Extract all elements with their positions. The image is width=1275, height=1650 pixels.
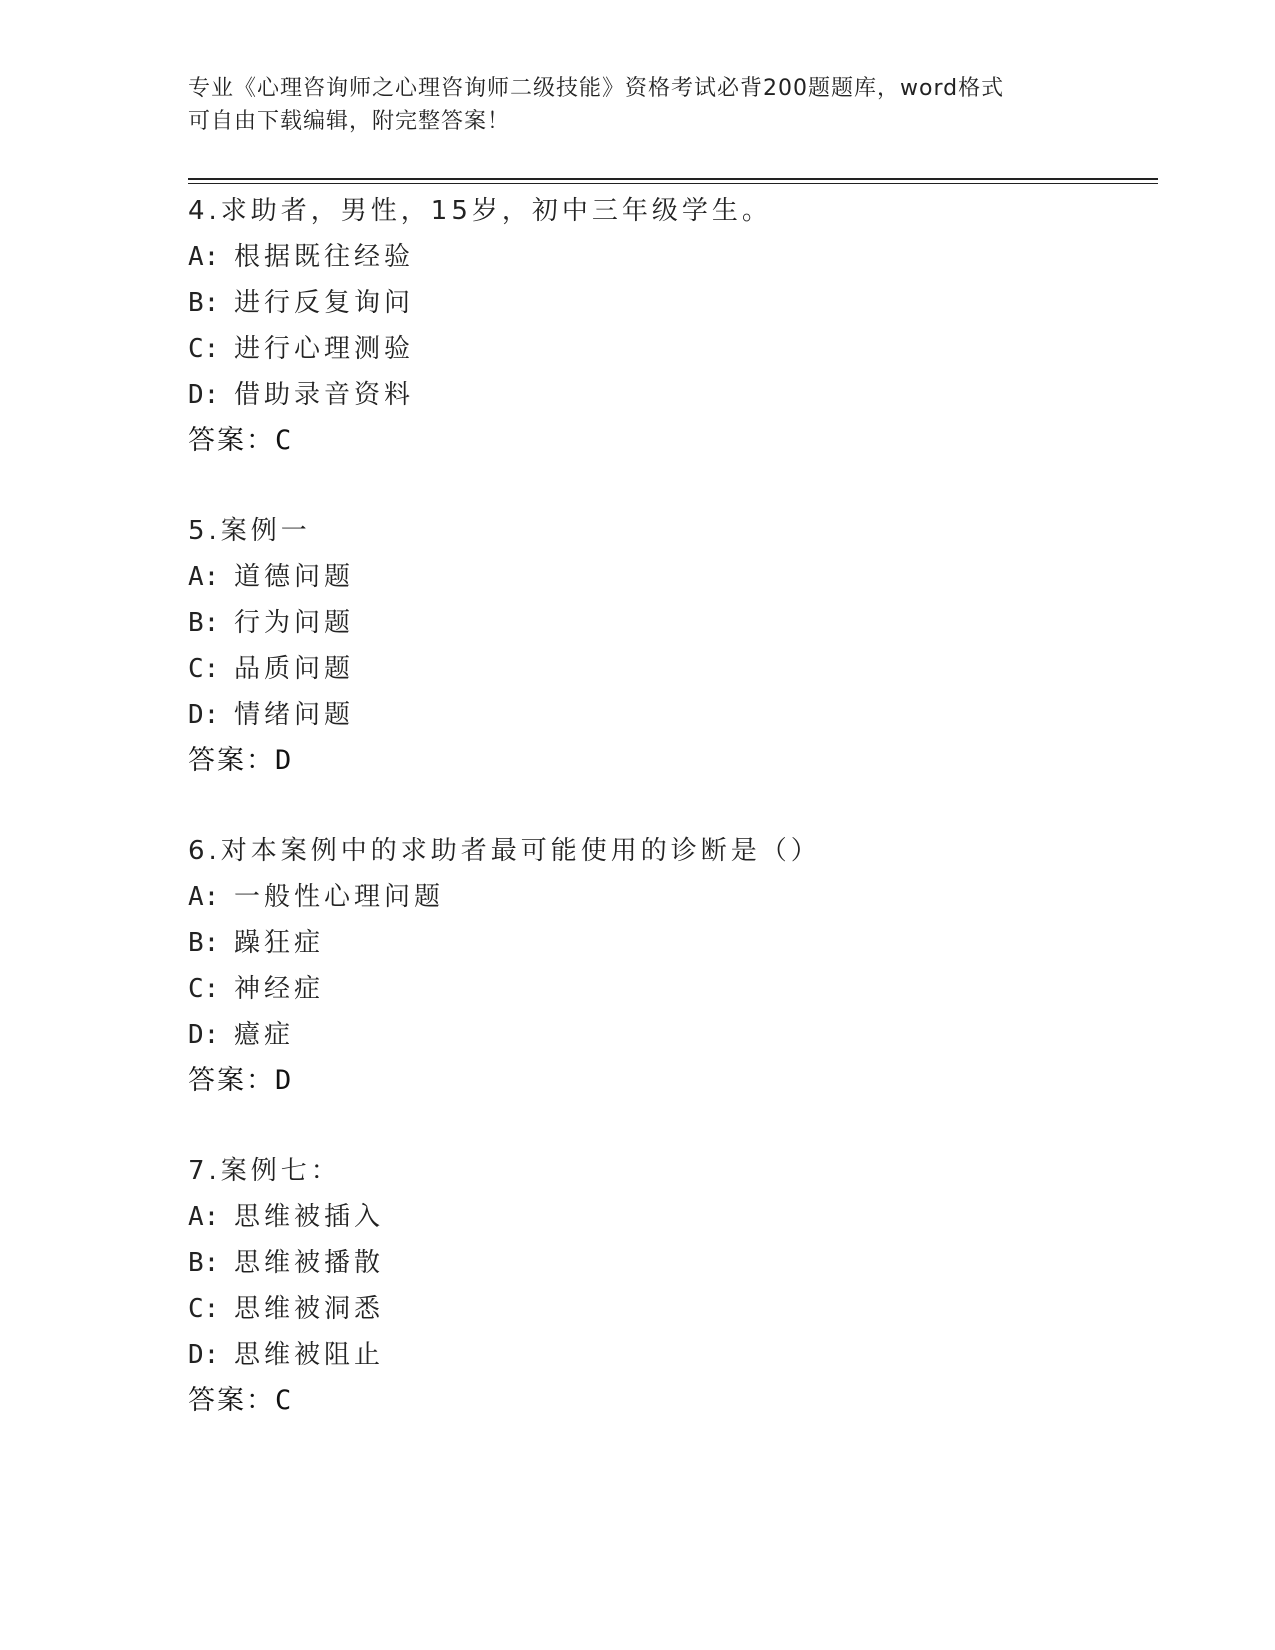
question-block	[188, 828, 1138, 1104]
option-letter: C:	[188, 334, 220, 364]
option-c	[188, 966, 1138, 1012]
option-letter: D:	[188, 1340, 220, 1370]
option-b	[188, 920, 1138, 966]
option-letter: A:	[188, 562, 220, 592]
option-text: 思维被阻止	[234, 1340, 385, 1370]
option-a	[188, 554, 1138, 600]
option-letter: C:	[188, 974, 220, 1004]
option-text: 进行反复询问	[234, 288, 415, 318]
header-divider-thick	[188, 178, 1158, 180]
question-block	[188, 1148, 1138, 1424]
option-a	[188, 1194, 1138, 1240]
question-title: 7.案例七：	[188, 1156, 341, 1186]
question-title: 4.求助者，男性，15岁，初中三年级学生。	[188, 196, 772, 226]
answer-value: D	[275, 1065, 294, 1096]
answer-value: C	[275, 1385, 294, 1416]
option-text: 进行心理测验	[234, 334, 415, 364]
option-letter: B:	[188, 928, 220, 958]
question-title: 6.对本案例中的求助者最可能使用的诊断是（）	[188, 836, 821, 866]
answer-line	[188, 738, 1138, 784]
header-line-2: 可自由下载编辑，附完整答案！	[188, 109, 511, 134]
option-text: 一般性心理问题	[234, 882, 445, 912]
answer-value: C	[275, 425, 294, 456]
option-d	[188, 372, 1138, 418]
option-text: 借助录音资料	[234, 380, 415, 410]
option-a	[188, 874, 1138, 920]
option-text: 道德问题	[234, 562, 355, 592]
option-text: 思维被播散	[234, 1248, 385, 1278]
answer-line	[188, 1058, 1138, 1104]
option-text: 癔症	[234, 1020, 295, 1050]
question-block	[188, 508, 1138, 784]
option-d	[188, 692, 1138, 738]
option-letter: D:	[188, 380, 220, 410]
option-c	[188, 1286, 1138, 1332]
option-letter: D:	[188, 700, 220, 730]
answer-label: 答案：	[188, 425, 275, 456]
option-b	[188, 280, 1138, 326]
option-letter: D:	[188, 1020, 220, 1050]
option-d	[188, 1012, 1138, 1058]
header-divider-thin	[188, 183, 1158, 184]
option-letter: C:	[188, 654, 220, 684]
option-text: 思维被洞悉	[234, 1294, 385, 1324]
question-title: 5.案例一	[188, 516, 311, 546]
option-text: 神经症	[234, 974, 325, 1004]
option-text: 品质问题	[234, 654, 355, 684]
option-text: 根据既往经验	[234, 242, 415, 272]
option-text: 情绪问题	[234, 700, 355, 730]
option-letter: B:	[188, 1248, 220, 1278]
question-block	[188, 188, 1138, 464]
option-letter: A:	[188, 882, 220, 912]
option-text: 思维被插入	[234, 1202, 385, 1232]
answer-label: 答案：	[188, 745, 275, 776]
option-text: 躁狂症	[234, 928, 325, 958]
option-letter: B:	[188, 288, 220, 318]
header-line-1: 专业《心理咨询师之心理咨询师二级技能》资格考试必背200题题库，word格式	[188, 76, 1005, 101]
document-header	[188, 72, 1088, 138]
option-letter: C:	[188, 1294, 220, 1324]
option-text: 行为问题	[234, 608, 355, 638]
option-c	[188, 646, 1138, 692]
option-letter: A:	[188, 242, 220, 272]
option-b	[188, 600, 1138, 646]
answer-label: 答案：	[188, 1065, 275, 1096]
option-d	[188, 1332, 1138, 1378]
option-c	[188, 326, 1138, 372]
option-b	[188, 1240, 1138, 1286]
option-letter: A:	[188, 1202, 220, 1232]
answer-label: 答案：	[188, 1385, 275, 1416]
answer-line	[188, 1378, 1138, 1424]
option-a	[188, 234, 1138, 280]
answer-line	[188, 418, 1138, 464]
answer-value: D	[275, 745, 294, 776]
option-letter: B:	[188, 608, 220, 638]
